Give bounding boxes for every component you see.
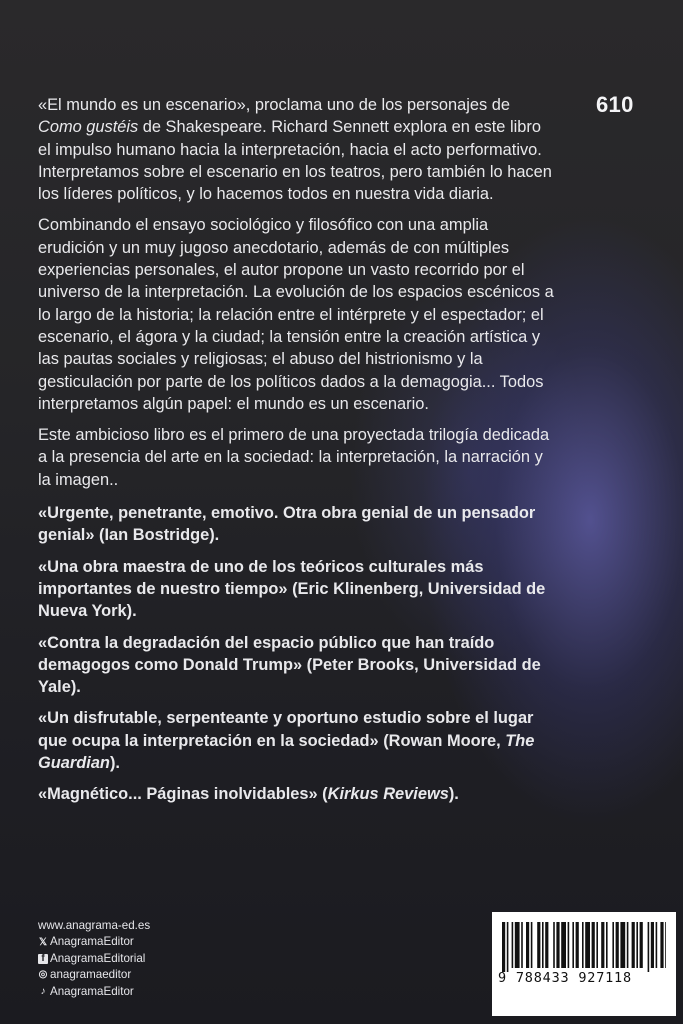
text-segment: «Un disfrutable, serpenteante y oportuno estudio sobre el lugar que ocupa la interpretación en la sociedad» (Rowan Moore, — [38, 709, 534, 750]
barcode-bar — [542, 922, 544, 968]
barcode-bar — [612, 922, 614, 968]
publisher-links — [38, 918, 150, 1000]
website-link[interactable] — [38, 918, 150, 934]
barcode-bar — [651, 922, 654, 968]
barcode-bar — [507, 922, 509, 972]
barcode-bar — [585, 922, 590, 968]
facebook-link[interactable] — [38, 951, 150, 967]
barcode-bar — [627, 922, 629, 968]
barcode-bar — [660, 922, 663, 968]
text-segment: Como gustéis — [38, 118, 139, 137]
website-url: www.anagrama-ed.es — [38, 919, 151, 932]
text-segment: Combinando el ensayo sociológico y filosófico con una amplia erudición y un muy jugoso anecdotario, además de con múltiples experiencias personales, el autor propone un vasto recorrido por el universo de la interpretación. La evolución de los espacios escénicos a lo largo de la historia; la relación entre el intérprete y el espectador; el escenario, el ágora y la ciudad; la tensión entre la creación artística y las pautas sociales y religiosas; el abuso del histrionismo y la gesticulación por parte de los políticos dados a la demagogia... Todos interpretamos algún papel: el mundo es un escenario. — [38, 216, 554, 413]
barcode-bars — [502, 922, 666, 972]
review-quote-1 — [38, 502, 558, 547]
text-segment: Este ambicioso libro es el primero de una proyectada trilogía dedicada a la presencia del arte en la sociedad: la interpretación, la narración y la imagen.. — [38, 426, 550, 489]
review-quote-3 — [38, 632, 558, 699]
x-icon: 𝕏 — [38, 936, 48, 948]
synopsis-paragraph-2 — [38, 214, 558, 415]
instagram-icon: ◎ — [38, 969, 48, 981]
barcode-bar — [545, 922, 548, 968]
review-quote-2 — [38, 556, 558, 623]
barcode-bar — [620, 922, 625, 968]
barcode-bar — [648, 922, 650, 972]
barcode-bar — [568, 922, 570, 968]
barcode-bar — [512, 922, 514, 968]
text-segment: Kirkus Reviews — [327, 785, 449, 804]
barcode-bar — [572, 922, 574, 968]
catalog-number: 610 — [596, 92, 634, 117]
x-link[interactable] — [38, 934, 150, 950]
text-segment: «Magnético... Páginas inolvidables» ( — [38, 785, 328, 804]
instagram-link[interactable] — [38, 967, 150, 983]
barcode-bar — [596, 922, 598, 968]
barcode-bar — [601, 922, 604, 968]
synopsis-paragraph-3 — [38, 424, 558, 491]
barcode-bar — [640, 922, 643, 968]
text-segment: «El mundo es un escenario», proclama uno de los personajes de — [38, 96, 510, 114]
x-handle: AnagramaEditor — [50, 935, 134, 949]
barcode-bar — [582, 922, 584, 968]
facebook-icon: f — [38, 954, 48, 964]
text-segment: «Una obra maestra de uno de los teóricos culturales más importantes de nuestro tiempo» (Eric Klinenberg, Universidad de Nueva York). — [38, 557, 546, 621]
text-segment: «Urgente, penetrante, emotivo. Otra obra genial de un pensador genial» (Ian Bostridge). — [38, 504, 536, 545]
isbn-barcode — [492, 912, 676, 1016]
text-segment: «Contra la degradación del espacio público que han traído demagogos como Donald Trump» (Peter Brooks, Universidad de Yale). — [38, 633, 541, 697]
barcode-bar — [556, 922, 559, 968]
isbn-number: 9 788433 927118 — [498, 970, 632, 986]
text-segment: ). — [448, 785, 459, 804]
synopsis-paragraph-1 — [38, 94, 558, 205]
review-quote-4 — [38, 707, 558, 774]
barcode-bar — [636, 922, 638, 968]
text-segment: The Guardian — [38, 731, 535, 773]
barcode-bar — [592, 922, 595, 968]
back-cover-text — [38, 94, 558, 815]
instagram-handle: anagramaeditor — [50, 968, 132, 982]
barcode-bar — [616, 922, 619, 968]
barcode-bar — [531, 922, 533, 968]
review-quote-5 — [38, 783, 558, 805]
barcode-bar — [561, 922, 566, 968]
text-segment: ). — [109, 754, 120, 773]
barcode-bar — [526, 922, 529, 968]
barcode-bar — [656, 922, 658, 968]
barcode-bar — [537, 922, 540, 968]
barcode-bar — [665, 922, 666, 968]
barcode-bar — [606, 922, 608, 968]
barcode-bar — [502, 922, 505, 972]
barcode-bar — [553, 922, 555, 968]
facebook-handle: AnagramaEditorial — [50, 951, 146, 965]
barcode-bar — [576, 922, 579, 968]
tiktok-icon: ♪ — [40, 985, 46, 997]
barcode-bar — [515, 922, 520, 968]
barcode-bar — [632, 922, 635, 968]
text-segment: de Shakespeare. Richard Sennett explora en este libro el impulso humano hacia la interpretación, hacia el acto performativo. Interpretamos sobre el escenario en los teatros, pero también lo hacen los líderes políticos, y lo hacemos todos en nuestra vida diaria. — [38, 118, 552, 204]
tiktok-link[interactable] — [38, 984, 150, 1000]
tiktok-handle: AnagramaEditor — [50, 984, 134, 998]
barcode-bar — [521, 922, 523, 968]
